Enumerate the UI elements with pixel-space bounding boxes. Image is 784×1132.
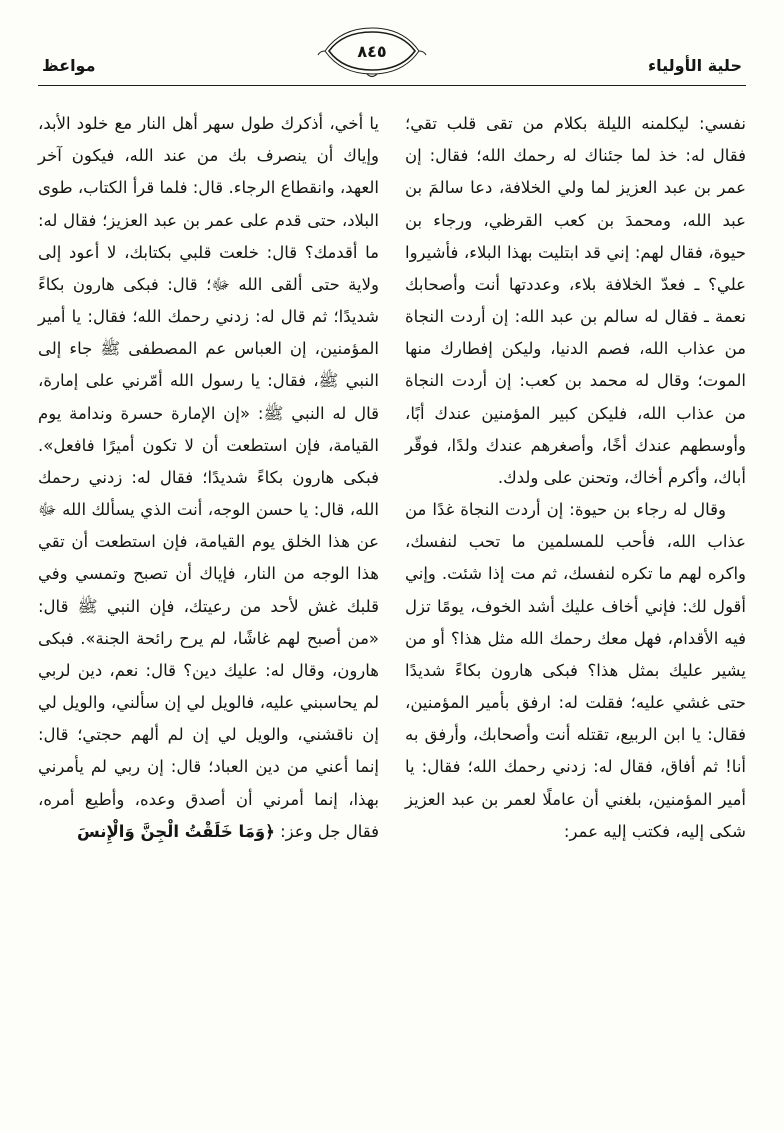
left-column: [38, 108, 379, 848]
text-body: [38, 86, 746, 848]
paragraph-text: يا أخي، أذكرك طول سهر أهل النار مع خلود الأبد، وإياك أن ينصرف بك من عند الله، فيكون آخر العهد، وانقطاع الرجاء. قال: فلما قرأ الكتاب، طوى البلاد، حتى قدم على عمر بن عبد العزيز؛ فقال له: ما أقدمك؟ قال: خلعت قلبي بكتابك، لا أعود إلى ولاية حتى ألقى الله ﷻ؛ قال: فبكى هارون بكاءً شديدًا؛ ثم قال له: زدني رحمك الله؛ فقال: يا أمير المؤمنين، إن العباس عم المصطفى ﷺ جاء إلى النبي ﷺ، فقال: يا رسول الله أمّرني على إمارة، قال له النبي ﷺ: «إن الإمارة حسرة وندامة يوم القيامة، فإن استطعت أن لا تكون أميرًا فافعل». فبكى هارون بكاءً شديدًا؛ فقال له: زدني رحمك الله، قال: يا حسن الوجه، أنت الذي يسألك الله ﷻ عن هذا الخلق يوم القيامة، فإن استطعت أن تقي هذا الوجه من النار، فإياك أن تصبح وتمسي وفي قلبك غش لأحد من رعيتك، فإن النبي ﷺ قال: «من أصبح لهم غاشًا، لم يرح رائحة الجنة». فبكى هارون، وقال له: عليك دين؟ قال: نعم، دين لربي لم يحاسبني عليه، فالويل لي إن سألني، والويل لي إن ناقشني، والويل لي إن لم ألهم حجتي؛ قال: إنما أعني من دين العباد؛ قال: إن ربي لم يأمرني بهذا، إنما أمرني أن أصدق وعده، وأطيع أمره، فقال جل وعز:: [38, 114, 379, 841]
body-paragraph: نفسي: ليكلمنه الليلة بكلام من تقى قلب تقي؛ فقال له: خذ لما جئناك له رحمك الله؛ فقال: إن عمر بن عبد العزيز لما ولي الخلافة، دعا سالمَ بن عبد الله، ومحمدَ بن كعب القرظي، ورجاء بن حيوة، فقال لهم: إني قد ابتليت بهذا البلاء، فأشيروا علي؟ ـ فعدّ الخلافة بلاء، وعددتها أنت وأصحابك نعمة ـ فقال له سالم بن عبد الله: إن أردت النجاة من عذاب الله، فصم الدنيا، وليكن إفطارك منها الموت؛ وقال له محمد بن كعب: إن أردت النجاة من عذاب الله، فليكن كبير المؤمنين عندك أبًا، وأوسطهم عندك أخًا، وأصغرهم عندك ولدًا، فوقّر أباك، وأكرم أخاك، وتحنن على ولدك.: [405, 114, 746, 487]
page-number-ornament: [317, 27, 427, 83]
page-number: ٨٤٥: [357, 42, 387, 61]
right-column: [405, 108, 746, 848]
section-title: مواعظ: [42, 56, 96, 75]
quran-verse: ﴿وَمَا خَلَقْتُ الْجِنَّ وَالْإِنسَ: [76, 821, 275, 841]
cartouche-ornament-icon: [317, 27, 427, 79]
page-header: [38, 26, 746, 86]
body-paragraph: وقال له رجاء بن حيوة: إن أردت النجاة غدًا من عذاب الله، فأحب للمسلمين ما تحب لنفسك، واكره لهم ما تكره لنفسك، ثم مت إذا شئت. وإني أقول لك: فإني أخاف عليك أشد الخوف، يومًا تزل فيه الأقدام، فهل معك رحمك الله مثل هذا؟ أو من يشير عليك بمثل هذا؟ فبكى هارون بكاءً شديدًا حتى غشي عليه؛ فقلت له: ارفق بأمير المؤمنين، فقال: يا ابن الربيع، تقتله أنت وأصحابك، وأرفق به أنا! ثم أفاق، فقال له: زدني رحمك الله؛ فقال: يا أمير المؤمنين، بلغني أن عاملًا لعمر بن عبد العزيز شكى إليه، فكتب إليه عمر:: [405, 500, 746, 841]
book-title: حلية الأولياء: [647, 56, 742, 75]
body-paragraph: [38, 108, 379, 848]
